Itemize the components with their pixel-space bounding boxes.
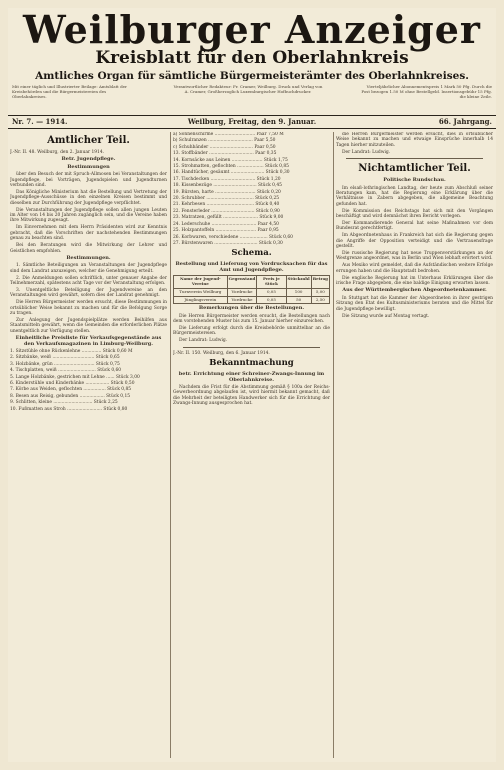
paragraph: Die Herren Bürgermeister werden ersucht, diese Bestimmungen in ortsüblicher Weise bekannt zu machen und für die Befolgung Sorge zu tragen. — [10, 300, 167, 317]
table-header: Gegenstand — [227, 276, 257, 289]
price-item: 26. Korbwaren, verschiedene .................... Stück 0,60 — [173, 234, 293, 240]
sub-heading: Aus der Württembergischen Abgeordnetenkammer. — [342, 287, 487, 294]
table-header: Betrag — [311, 276, 329, 289]
price-item: 16. Handtücher, gesäumt ........................ Stück 0,30 — [173, 170, 290, 176]
paragraph: Die Veranstaltungen der Jugendpflege sollen allen jungen Leuten im Alter von 14 bis 20 Jahren zugänglich sein, und die Vereine haben ihre Mitwirkung zugesagt. — [10, 207, 167, 224]
price-item: 6. Kinderstühle und Kinderbänke ................. Stück 0,50 — [10, 381, 135, 387]
signature-line: Der Landrat: Ludwig. — [342, 149, 391, 155]
paragraph: Die russische Regierung hat neue Truppenverstärkungen an der Westgrenze angeordnet, was in Berlin und Wien lebhaft erörtert wird. — [336, 251, 493, 262]
paragraph: Im Einvernehmen mit dem Herrn Präsidenten wird zur Kenntnis gebracht, daß die Vorschriften der nachstehenden Bestimmungen genau zu beachten sind. — [10, 225, 167, 242]
table-cell: 50 — [286, 296, 311, 304]
issue-year: 66. Jahrgang. — [438, 117, 492, 126]
reference-line: J.-Nr. II. 150. Weilburg, den 6. Januar 1914. — [173, 350, 270, 356]
announcement-heading: Bekanntmachung — [209, 358, 294, 369]
price-item: 13. Stoffbänder ................................ Paar 0,35 — [173, 151, 277, 157]
price-item: 1. Sitzstühle ohne Rückenlehne .............. Stück 0,60 M — [10, 349, 133, 354]
table-row — [174, 296, 330, 304]
masthead — [8, 8, 496, 92]
signature-line: Der Landrat: Ludwig. — [179, 338, 228, 344]
paragraph: die Herren Bürgermeister werden ersucht, dies in ortsüblicher Weise bekannt zu machen und etwaige Einsprüche innerhalb 14 Tagen hierher mitzuteilen. — [336, 132, 493, 148]
price-item: b) Schulranzen ................................ Paar 5,50 — [173, 138, 276, 144]
issue-bar — [8, 115, 496, 129]
column-2 — [173, 132, 330, 760]
price-item: 9. Schlitten, kleine ............................ Stück 2,25 — [10, 400, 118, 406]
sub-heading: Politische Rundschau. — [383, 177, 446, 184]
right-note: Vierteljährlicher Abonnementspreis 1 Mark 50 Pfg. Durch die Post bezogen 1.50 M ohne Bestellgeld. Insertionsgebühr 15 Pfg. die kleine Zeile. — [361, 84, 492, 99]
left-note: Mit einer täglich und Illustrierter Beilage: Amtsblatt der Kreisbehörden und die Bürgermeistereien des Oberlahnkreises. — [12, 84, 127, 99]
price-item: 7. Körbe aus Weiden, geflochten ................ Stück 0,85 — [10, 387, 132, 393]
note-heading: Bemerkungen über die Bestellungen. — [198, 305, 305, 312]
table-header-row — [174, 276, 330, 289]
paragraph: 2. Die Anmeldungen sollen schriftlich, unter genauer Angabe der Teilnehmerzahl, spätestens acht Tage vor der Veranstaltung erfolgen. — [10, 275, 167, 287]
issue-number: Nr. 7. — 1914. — [12, 117, 68, 126]
price-item: 24. Lederschuhe ................................ Paar 4,50 — [173, 221, 279, 227]
price-item: c) Schuhbänder ............................... Paar 0,50 — [173, 144, 276, 150]
newspaper-subtitle: Kreisblatt für den Oberlahnkreis — [95, 48, 409, 68]
paragraph: über den Besuch der mit Spruch-Allmosen bei Veranstaltungen der Jugendpflege, bei Vorträgen, Jugendspielen und Jugendturnen verbunden sind. — [10, 172, 167, 189]
divider — [346, 158, 483, 159]
price-item: 22. Fensterleder ............................... Stück 0,90 — [173, 208, 280, 214]
sub-heading: Bestimmungen — [67, 163, 110, 170]
price-item: 20. Schrubber .................................. Stück 0,25 — [173, 196, 280, 202]
table-cell: 5,00 — [311, 288, 329, 296]
paragraph: Im elsaß-lothringischen Landtag, der heute zum Abschluß seiner Beratungen kam, hat die Regierung eine Erklärung über die Verhältnisse in Zabern abgegeben, die allgemeine Beachtung gefunden hat. — [336, 185, 493, 207]
table-row — [174, 288, 330, 296]
price-item: 3. Holzbänke, grün ............................. Stück 0,75 — [10, 361, 120, 367]
order-table — [173, 275, 330, 304]
paragraph: Im Abgeordnetenhaus in Frankreich hat sich die Regierung gegen die Angriffe der Opposition verteidigt und die Vertrauensfrage gestellt. — [336, 233, 493, 250]
paragraph: In Stuttgart hat die Kammer der Abgeordneten in ihrer gestrigen Sitzung den Etat des Kultusministeriums beraten und die Mittel für die Jugendpflege bewilligt. — [336, 295, 493, 312]
paragraph: Die Lieferung erfolgt durch die Kreisbehörde unmittelbar an die Bürgermeistereien. — [173, 326, 330, 337]
price-item: 5. Lange Holzbänke, gestrichen mit Lehne ...... Stück 3,00 — [10, 374, 140, 380]
table-cell: 100 — [286, 288, 311, 296]
price-item: 8. Besen aus Reisig, gebunden .................. Stück 0,15 — [10, 393, 131, 399]
table-cell: Vordrucke — [227, 296, 257, 304]
divider — [183, 347, 320, 348]
column-3 — [336, 132, 493, 760]
price-item: 23. Matratzen, gefüllt ......................... Stück 9,00 — [173, 215, 284, 221]
table-header: Name der Jugend-Vereine — [174, 276, 228, 289]
paragraph: Die Herren Bürgermeister werden ersucht, die Bestellungen nach dem vorstehenden Muster bis zum 15. Januar hierher einzureichen. — [173, 313, 330, 325]
issue-date: Weilburg, Freitag, den 9. Januar. — [187, 117, 317, 126]
table-header: Preis je Stück — [257, 276, 286, 289]
paragraph: Die Sitzung wurde auf Montag vertagt. — [342, 313, 430, 319]
newspaper-page — [8, 8, 496, 762]
table-header: Stückzahl — [286, 276, 311, 289]
center-note: Verantwortlicher Redakteur: Fr. Cramer, Weilburg. Druck und Verlag von A. Cramer, Großherzoglich Luxemburgischer Hofbuchdrucker. — [173, 84, 323, 94]
subject-line: Betr. Jugendpflege. — [61, 156, 116, 163]
column-1 — [10, 132, 167, 760]
reference-line: J.-Nr. II. 48. Weilburg, den 2. Januar 1914. — [10, 150, 105, 155]
paragraph: Zur Anlegung der Jugendspielplätze werden Beihilfen aus Staatsmitteln gewährt, wenn die Gemeinden die erforderlichen Plätze unentgeltlich zur Verfügung stellen. — [10, 317, 167, 334]
announcement-subheading: betr. Errichtung einer Schreiner-Zwangs-Innung im Oberlahnkreise. — [178, 371, 325, 383]
paragraph: Die Kommission des Reichstags hat sich mit den Vorgängen beschäftigt und wird demnächst ihren Bericht vorlegen. — [336, 208, 493, 220]
section-heading: Amtlicher Teil. — [47, 135, 130, 146]
column-divider — [170, 132, 171, 758]
paragraph: Bei den Beratungen wird die Mitwirkung der Lehrer und Geistlichen empfohlen. — [10, 243, 167, 254]
schema-subheading: Bestellung und Lieferung von Vordrucksachen für das Amt und Jugendpflege. — [175, 261, 328, 273]
paragraph: Nachdem die Frist für die Abstimmung gemäß § 100a der Reichs-Gewerbeordnung abgelaufen ist, wird hiermit bekannt gemacht, daß die Mehrheit der beteiligten Handwerker sich für die Errichtung der Zwangs-Innung ausgesprochen hat. — [173, 384, 330, 407]
price-item: 21. Kehrbesen .................................. Stück 0,40 — [173, 202, 280, 208]
price-item: 19. Bürsten, harte ............................. Stück 0,20 — [173, 189, 281, 195]
price-item: a) Sonnenschirme ............................. Paar 7,50 M — [173, 132, 284, 137]
section-heading: Nichtamtlicher Teil. — [358, 163, 471, 175]
table-cell: 0,05 — [257, 296, 286, 304]
price-item: 10. Fußmatten aus Stroh ......................... Stück 0,80 — [10, 406, 128, 412]
price-item: 17. Tischdecken ................................ Stück 1,20 — [173, 176, 281, 182]
paragraph: 3. Unentgeltliche Beteiligung der Jugendvereine an den Veranstaltungen wird gewährt, sofern dies der Landrat genehmigt. — [10, 287, 167, 299]
table-cell: Turnverein Weilburg — [174, 288, 228, 296]
price-item: 27. Bürstenwaren ............................... Stück 0,30 — [173, 240, 283, 246]
table-cell: Vordrucke — [227, 288, 257, 296]
price-item: 4. Tischplatten, weiß ........................... Stück 0,60 — [10, 368, 122, 374]
price-item: 25. Holzpantoffeln ............................. Paar 0,95 — [173, 228, 279, 234]
price-item: 18. Kissenbezüge ............................... Stück 0,45 — [173, 183, 282, 189]
column-divider — [333, 132, 334, 758]
price-item: 2. Sitzbänke, weiß .............................. Stück 0,65 — [10, 355, 120, 361]
newspaper-title: Weilburger Anzeiger — [23, 8, 481, 52]
table-cell: Jünglingsverein — [174, 296, 228, 304]
table-cell: 0,05 — [257, 288, 286, 296]
official-organ-line: Amtliches Organ für sämtliche Bürgermeisterämter des Oberlahnkreises. — [35, 70, 469, 82]
price-list-heading: Einheitliche Preisliste für Verkaufsgegenstände aus den Verkaufsmagazinen in Limburg-Weilburg. — [15, 335, 162, 347]
table-cell: 2,50 — [311, 296, 329, 304]
price-item: 15. Strohmatten, geflochten ................... Stück 0,85 — [173, 164, 289, 170]
paragraph: Aus Mexiko wird gemeldet, daß die Aufständischen weitere Erfolge errungen haben und die Hauptstadt bedrohen. — [336, 263, 493, 274]
masthead-notes — [8, 84, 496, 114]
paragraph: Die englische Regierung hat im Unterhaus Erklärungen über die irische Frage abgegeben, die eine baldige Einigung erwarten lassen. — [336, 275, 493, 287]
sub-heading: Bestimmungen. — [66, 254, 111, 261]
paragraph: Das Königliche Ministerium hat die Bestellung und Vertretung der Jugendpflege-Ausschüsse in den einzelnen Kreisen bestimmt und dieselben zur Durchführung der Jugendpflege verpflichtet. — [10, 189, 167, 206]
price-item: 14. Kornsäcke aus Leinen ...................... Stück 1,75 — [173, 157, 288, 163]
schema-heading: Schema. — [231, 248, 272, 259]
paragraph: 1. Sämtliche Beteiligungen an Veranstaltungen der Jugendpflege sind dem Landrat anzuzeigen, welcher die Genehmigung erteilt. — [10, 263, 167, 274]
paragraph: Der Kommandierende General hat seine Maßnahmen vor dem Bundesrat gerechtfertigt. — [336, 220, 493, 232]
